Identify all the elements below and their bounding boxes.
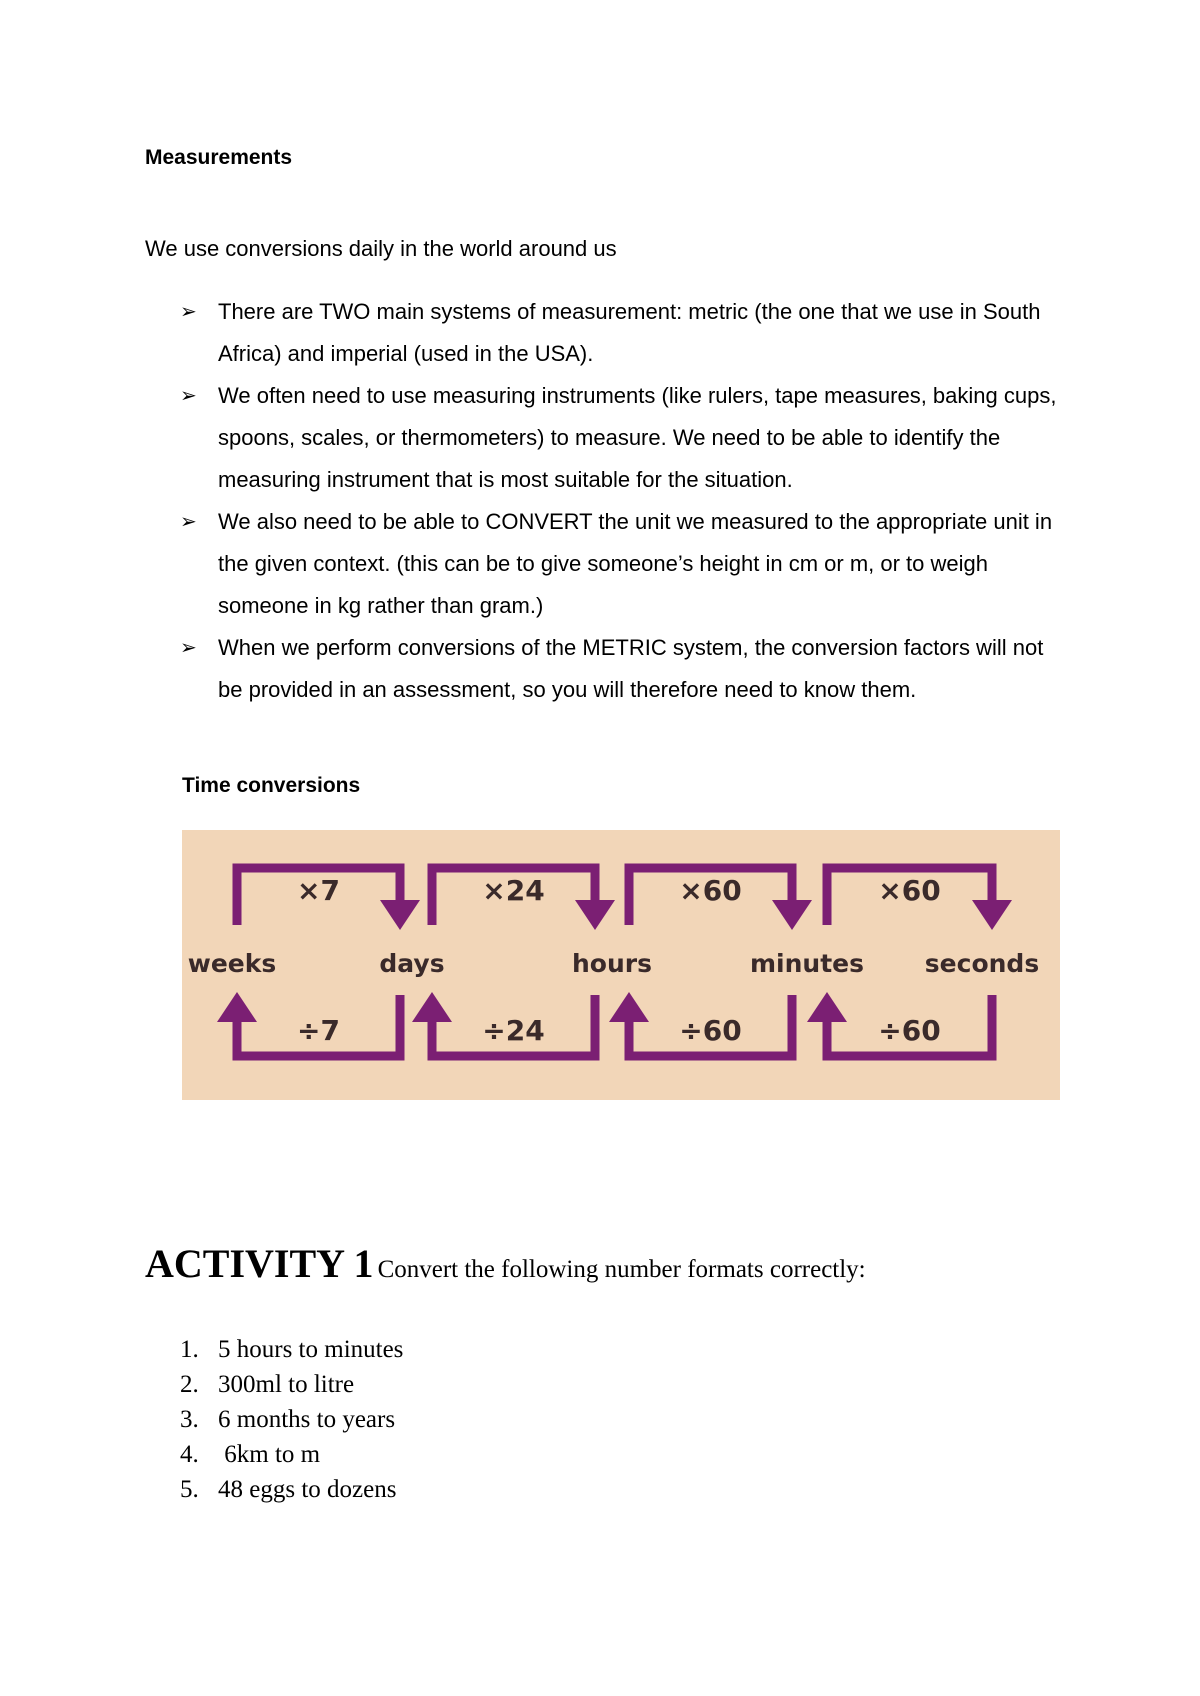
- bullet-item: [180, 375, 1060, 501]
- task-text: 5 hours to minutes: [218, 1336, 404, 1363]
- bullet-text: We often need to use measuring instruments (like rulers, tape measures, baking cups, spoons, scales, or thermometers) to measure. We need to be able to identify the measuring instrument that is most suitable for the situation.: [218, 383, 1057, 492]
- divide-factor-3: ÷60: [679, 1014, 742, 1047]
- task-number: 4.: [180, 1441, 199, 1468]
- bullet-list: [180, 291, 1060, 711]
- up-arrowhead-icon: [217, 992, 257, 1022]
- down-arrowhead-icon: [575, 900, 615, 930]
- divide-factor-2: ÷24: [482, 1014, 545, 1047]
- task-item: [180, 1472, 403, 1507]
- multiply-factor-3: ×60: [679, 874, 742, 907]
- multiply-factor-2: ×24: [482, 874, 545, 907]
- down-arrowhead-icon: [380, 900, 420, 930]
- unit-label-days: days: [379, 949, 445, 978]
- up-arrowhead-icon: [412, 992, 452, 1022]
- multiply-factor-1: ×7: [297, 874, 340, 907]
- unit-label-minutes: minutes: [749, 949, 865, 978]
- task-text: 48 eggs to dozens: [218, 1476, 397, 1503]
- multiply-factor-4: ×60: [878, 874, 941, 907]
- task-item: [180, 1332, 403, 1367]
- up-arrowhead-icon: [609, 992, 649, 1022]
- bullet-text: We also need to be able to CONVERT the unit we measured to the appropriate unit in the given context. (this can be to give someone’s height in cm or m, or to weigh someone in kg rather than gram.): [218, 509, 1053, 618]
- task-item: [180, 1367, 403, 1402]
- bullet-item: [180, 501, 1060, 627]
- down-arrowhead-icon: [972, 900, 1012, 930]
- task-number: 1.: [180, 1336, 199, 1363]
- task-text: 6km to m: [218, 1441, 321, 1468]
- task-item: [180, 1402, 403, 1437]
- unit-label-weeks: weeks: [187, 949, 277, 978]
- bullet-item: [180, 291, 1060, 375]
- task-list: [180, 1332, 403, 1507]
- unit-label-seconds: seconds: [924, 949, 1040, 978]
- task-number: 3.: [180, 1406, 199, 1433]
- time-conversion-diagram: [182, 830, 1060, 1100]
- task-number: 5.: [180, 1476, 199, 1503]
- time-conversions-heading: Time conversions: [182, 774, 361, 797]
- task-text: 6 months to years: [218, 1406, 396, 1433]
- activity-heading: [145, 1240, 866, 1287]
- arrow-bullet-icon: ➢: [180, 637, 197, 659]
- task-number: 2.: [180, 1371, 199, 1398]
- divide-factor-4: ÷60: [878, 1014, 941, 1047]
- bullet-item: [180, 627, 1060, 711]
- activity-title: ACTIVITY 1: [145, 1241, 374, 1286]
- conversion-arrows: [182, 830, 1060, 1100]
- arrow-bullet-icon: ➢: [180, 511, 197, 533]
- unit-label-hours: hours: [572, 949, 652, 978]
- arrow-bullet-icon: ➢: [180, 385, 197, 407]
- down-arrowhead-icon: [772, 900, 812, 930]
- task-item: [180, 1437, 403, 1472]
- divide-factor-1: ÷7: [297, 1014, 340, 1047]
- task-text: 300ml to litre: [218, 1371, 355, 1398]
- activity-instruction: Convert the following number formats correctly:: [377, 1256, 866, 1283]
- bullet-text: There are TWO main systems of measurement: metric (the one that we use in South Africa) and imperial (used in the USA).: [218, 299, 1041, 366]
- bullet-text: When we perform conversions of the METRIC system, the conversion factors will not be provided in an assessment, so you will therefore need to know them.: [218, 635, 1044, 702]
- page-heading: Measurements: [145, 146, 293, 169]
- intro-text: We use conversions daily in the world around us: [145, 236, 617, 261]
- arrow-bullet-icon: ➢: [180, 301, 197, 323]
- up-arrowhead-icon: [807, 992, 847, 1022]
